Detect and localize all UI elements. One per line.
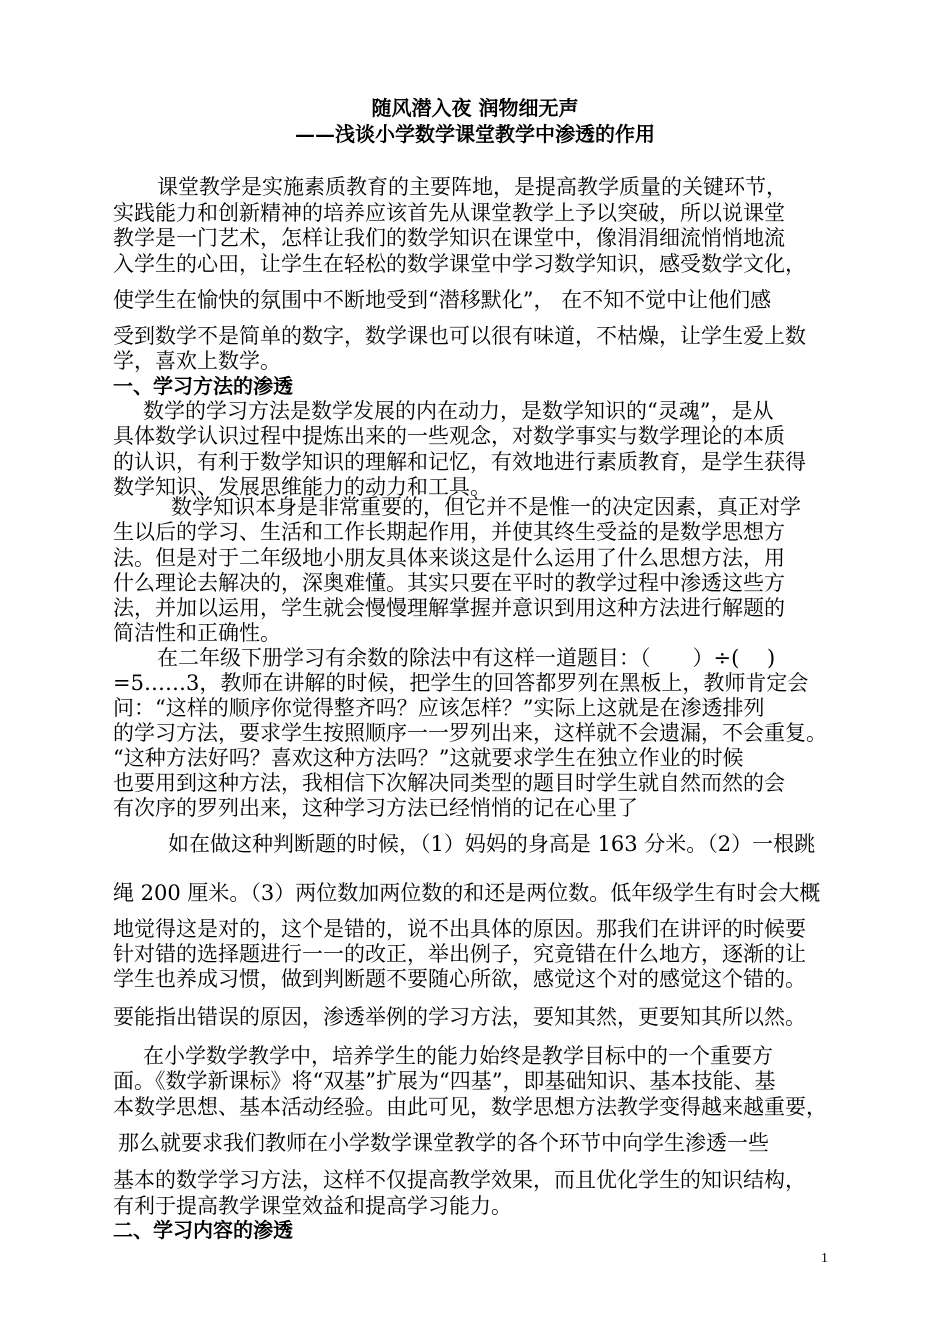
text-line: 课堂教学是实施素质教育的主要阵地，是提高教学质量的关键环节， bbox=[157, 175, 787, 199]
text-line: 本数学思想、基本活动经验。由此可见，数学思想方法教学变得越来越重要， bbox=[113, 1095, 827, 1119]
text-line: 有利于提高教学课堂效益和提高学习能力。 bbox=[113, 1194, 512, 1218]
text-line: 简洁性和正确性。 bbox=[113, 621, 281, 645]
text-line: 那么就要求我们教师在小学数学课堂教学的各个环节中向学生渗透一些 bbox=[118, 1131, 769, 1155]
text-line: 在二年级下册学习有余数的除法中有这样一道题目：（ ）÷( ) bbox=[157, 646, 776, 670]
text-line: =5……3，教师在讲解的时候，把学生的回答都罗列在黑板上，教师肯定会 bbox=[113, 671, 809, 695]
text-line: 数学知识本身是非常重要的，但它并不是惟一的决定因素，真正对学 bbox=[171, 495, 801, 519]
text-line: 在小学数学教学中，培养学生的能力始终是教学目标中的一个重要方 bbox=[143, 1044, 773, 1068]
text-line: 法。但是对于二年级地小朋友具体来谈这是什么运用了什么思想方法，用 bbox=[113, 546, 785, 570]
text-line: “这种方法好吗？喜欢这种方法吗？”这就要求学生在独立作业的时候 bbox=[113, 746, 744, 770]
text-line: 什么理论去解决的，深奥难懂。其实只要在平时的教学过程中渗透这些方 bbox=[113, 571, 785, 595]
text-line: 地觉得这是对的，这个是错的，说不出具体的原因。那我们在讲评的时候要 bbox=[113, 917, 806, 941]
text-line: 受到数学不是简单的数字，数学课也可以很有味道，不枯燥，让学生爱上数 bbox=[113, 324, 806, 348]
text-line: 实践能力和创新精神的培养应该首先从课堂教学上予以突破，所以说课堂 bbox=[113, 201, 785, 225]
text-line: 针对错的选择题进行一一的改正，举出例子，究竟错在什么地方，逐渐的让 bbox=[113, 942, 806, 966]
text-line: 要能指出错误的原因，渗透举例的学习方法，要知其然，更要知其所以然。 bbox=[113, 1005, 806, 1029]
text-line: 的认识，有利于数学知识的理解和记忆，有效地进行素质教育，是学生获得 bbox=[113, 450, 806, 474]
section-heading: 二、学习内容的渗透 bbox=[113, 1218, 293, 1242]
page-number: 1 bbox=[821, 1251, 828, 1266]
text-line: 绳 200 厘米。（3）两位数加两位数的和还是两位数。低年级学生有时会大概 bbox=[113, 881, 821, 905]
text-line: 数学知识、发展思维能力的动力和工具。 bbox=[113, 475, 491, 499]
text-line: 基本的数学学习方法，这样不仅提高教学效果，而且优化学生的知识结构， bbox=[113, 1168, 806, 1192]
text-line: 具体数学认识过程中提炼出来的一些观念，对数学事实与数学理论的本质 bbox=[113, 424, 785, 448]
text-line: 的学习方法，要求学生按照顺序一一罗列出来，这样就不会遗漏，不会重复。 bbox=[113, 721, 827, 745]
text-line: 数学的学习方法是数学发展的内在动力，是数学知识的“灵魂”，是从 bbox=[143, 399, 774, 423]
text-line: 生以后的学习、生活和工作长期起作用，并使其终生受益的是数学思想方 bbox=[113, 520, 785, 544]
text-line: 法，并加以运用，学生就会慢慢理解掌握并意识到用这种方法进行解题的 bbox=[113, 596, 785, 620]
text-line: 使学生在愉快的氛围中不断地受到“潜移默化”， 在不知不觉中让他们感 bbox=[113, 288, 772, 312]
text-line: 入学生的心田，让学生在轻松的数学课堂中学习数学知识，感受数学文化， bbox=[113, 252, 806, 276]
text-line: 问：“这样的顺序你觉得整齐吗？应该怎样？”实际上这就是在渗透排列 bbox=[113, 696, 765, 720]
text-line: 学，喜欢上数学。 bbox=[113, 349, 281, 373]
text-line: 也要用到这种方法，我相信下次解决同类型的题目时学生就自然而然的会 bbox=[113, 771, 785, 795]
text-line: 教学是一门艺术，怎样让我们的数学知识在课堂中，像涓涓细流悄悄地流 bbox=[113, 226, 785, 250]
text-line: 面。《数学新课标》将“双基”扩展为“四基”，即基础知识、基本技能、基 bbox=[113, 1069, 776, 1093]
text-line: 学生也养成习惯，做到判断题不要随心所欲，感觉这个对的感觉这个错的。 bbox=[113, 967, 806, 991]
document-subtitle: ——浅谈小学数学课堂教学中渗透的作用 bbox=[295, 122, 655, 146]
text-line: 有次序的罗列出来，这种学习方法已经悄悄的记在心里了 bbox=[113, 796, 638, 820]
document-title: 随风潜入夜 润物细无声 bbox=[371, 96, 579, 120]
section-heading: 一、学习方法的渗透 bbox=[113, 374, 293, 398]
text-line: 如在做这种判断题的时候，（1）妈妈的身高是 163 分米。（2）一根跳 bbox=[168, 832, 816, 856]
